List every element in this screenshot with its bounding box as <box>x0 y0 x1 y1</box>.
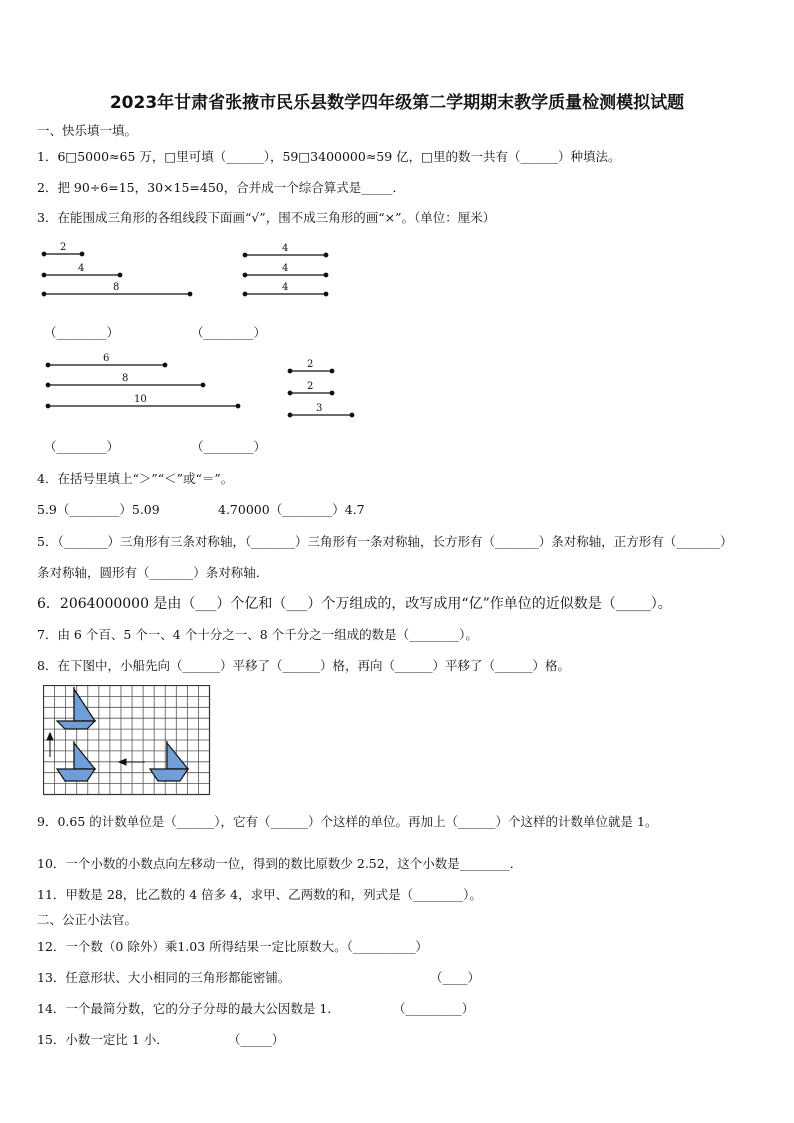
boat-upper <box>57 687 95 729</box>
question-13-blank: （____） <box>430 970 481 985</box>
segment-group-4 <box>288 359 354 417</box>
section-heading-2: 二、公正小法官。 <box>37 912 138 927</box>
question-5-line-2: 条对称轴，圆形有（_______）条对称轴． <box>37 565 269 580</box>
question-10: 10．一个小数的小数点向左移动一位，得到的数比原数少 2.52，这个小数是________． <box>37 856 523 871</box>
question-12: 12．一个数（0 除外）乘1.03 所得结果一定比原数大。（__________） <box>37 939 428 954</box>
segment-label: 8 <box>113 282 120 293</box>
answer-blank: （________） <box>44 325 120 340</box>
answer-blank: （________） <box>191 439 267 454</box>
question-11: 11．甲数是 28，比乙数的 4 倍多 4，求甲、乙两数的和，列式是（________）。 <box>37 887 482 902</box>
segment-label: 3 <box>316 403 323 414</box>
answer-blank: （________） <box>44 439 120 454</box>
section-heading-1: 一、快乐填一填。 <box>37 123 138 138</box>
segment-group-3 <box>46 353 240 408</box>
question-14: 14．一个最简分数，它的分子分母的最大公因数是 1． <box>37 1001 340 1016</box>
question-15-blank: （_____） <box>228 1032 285 1047</box>
question-14-blank: （_________） <box>393 1001 475 1016</box>
question-5-line-1: 5．（_______）三角形有三条对称轴，（_______）三角形有一条对称轴，长方形有（_______）条对称轴，正方形有（_______） <box>37 534 733 549</box>
question-4: 4．在括号里填上“＞”“＜”或“＝”。 <box>37 471 234 486</box>
boat-grid-figure <box>43 685 213 797</box>
boat-lower-right <box>150 741 188 781</box>
segment-label: 4 <box>282 243 289 254</box>
question-9: 9．0.65 的计数单位是（______），它有（______）个这样的单位。再加上（______）个这样的计数单位就是 1。 <box>37 814 658 829</box>
question-7: 7．由 6 个百、5 个一、4 个十分之一、8 个千分之一组成的数是（________）。 <box>37 627 478 642</box>
question-3: 3．在能围成三角形的各组线段下面画“√”，围不成三角形的画“×”。（单位：厘米） <box>37 210 496 225</box>
page-title: 2023年甘肃省张掖市民乐县数学四年级第二学期期末教学质量检测模拟试题 <box>109 93 685 113</box>
question-2: 2．把 90÷6=15，30×15=450，合并成一个综合算式是_____． <box>37 180 406 195</box>
segment-label: 2 <box>307 381 314 392</box>
question-8: 8．在下图中，小船先向（______）平移了（______）格，再向（______）平移了（______）格。 <box>37 658 570 673</box>
question-15: 15．小数一定比 1 小． <box>37 1032 169 1047</box>
question-13: 13．任意形状、大小相同的三角形都能密铺。 <box>37 970 291 985</box>
question-1: 1．6□5000≈65 万，□里可填（______），59□3400000≈59 亿，□里的数一共有（______）种填法。 <box>37 149 621 164</box>
segment-label: 4 <box>78 263 85 274</box>
segment-label: 10 <box>134 394 147 405</box>
boat-lower-left <box>57 741 95 781</box>
segment-figures <box>0 235 794 460</box>
segment-label: 6 <box>103 353 110 364</box>
segment-group-1 <box>42 242 192 296</box>
question-4-part-a: 5.9（________）5.09 <box>37 502 160 517</box>
question-4-part-b: 4.70000（________）4.7 <box>218 502 365 517</box>
segment-label: 4 <box>282 263 289 274</box>
question-6: 6．2064000000 是由（___）个亿和（___）个万组成的，改写成用“亿”作单位的近似数是（_____）。 <box>37 596 672 612</box>
segment-group-2 <box>243 243 328 296</box>
segment-label: 8 <box>122 373 129 384</box>
arrow-up-icon <box>47 733 53 757</box>
segment-label: 2 <box>60 242 67 253</box>
segment-label: 4 <box>282 282 289 293</box>
segment-label: 2 <box>307 359 314 370</box>
answer-blank: （________） <box>191 325 267 340</box>
